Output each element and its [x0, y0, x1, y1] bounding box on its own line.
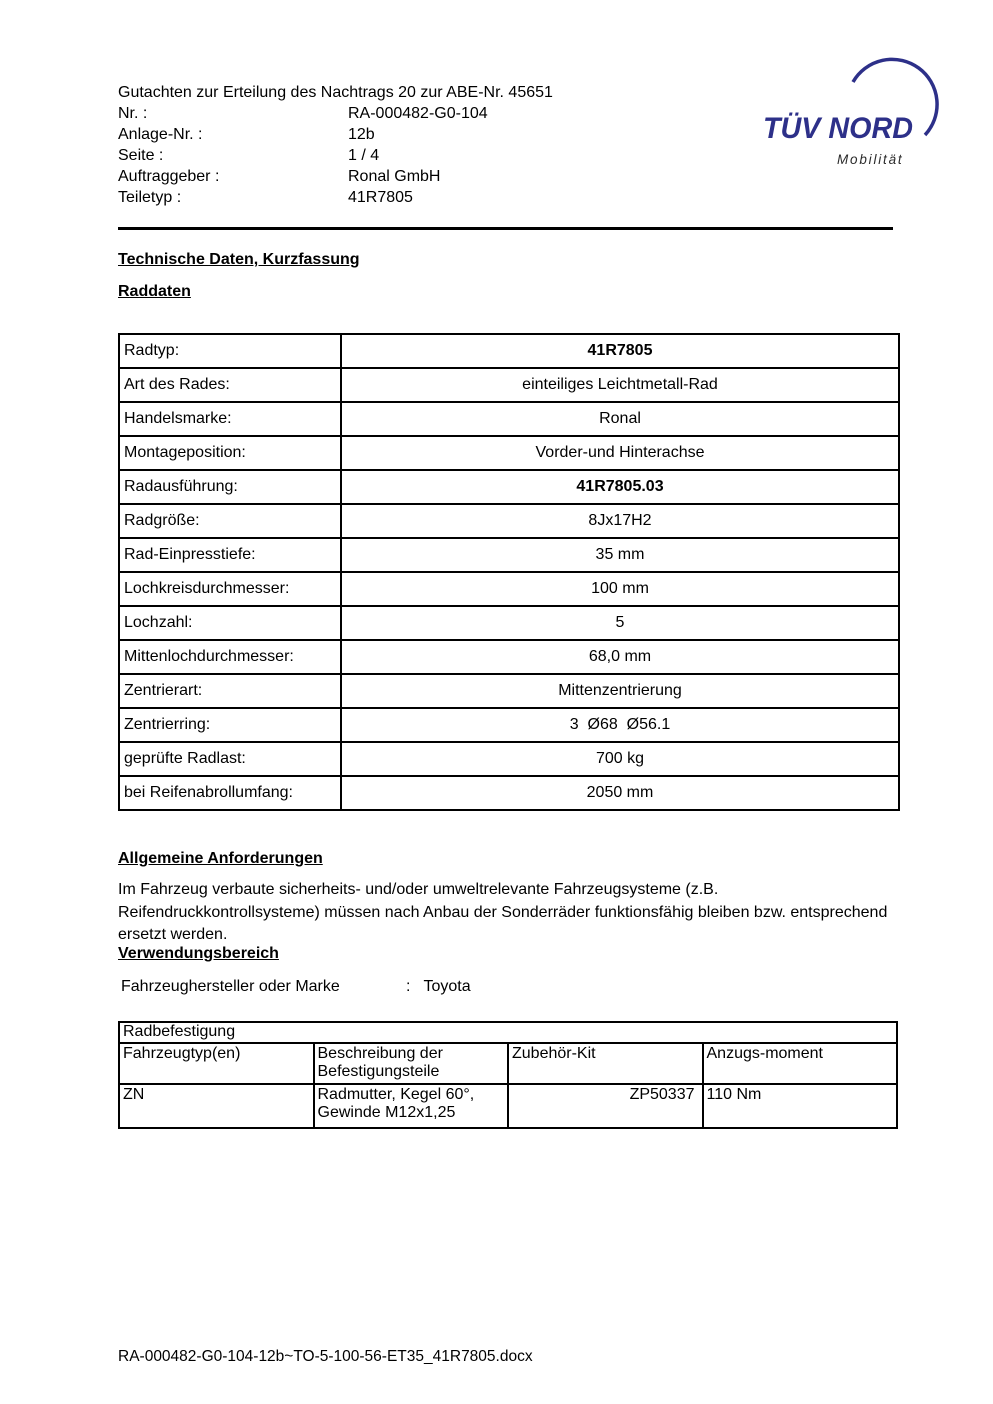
radbefestigung-title: Radbefestigung	[119, 1022, 897, 1043]
field-label-nr: Nr. :	[118, 105, 148, 122]
table-row	[119, 402, 899, 436]
heading-verwendungsbereich: Verwendungsbereich	[118, 945, 279, 962]
tuev-nord-logo	[743, 52, 943, 177]
footer-filename: RA-000482-G0-104-12b~TO-5-100-56-ET35_41R7805.docx	[118, 1348, 533, 1365]
raddaten-label: Handelsmarke:	[119, 402, 341, 436]
raddaten-value: 100 mm	[341, 572, 899, 606]
heading-technische-daten: Technische Daten, Kurzfassung	[118, 251, 360, 268]
header-field-row	[118, 124, 758, 145]
document-title: Gutachten zur Erteilung des Nachtrags 20 zur ABE-Nr. 45651	[118, 84, 553, 101]
table-row	[119, 1084, 897, 1128]
table-row	[119, 504, 899, 538]
raddaten-label: bei Reifenabrollumfang:	[119, 776, 341, 810]
raddaten-value: 3 Ø68 Ø56.1	[341, 708, 899, 742]
field-value-seite: 1 / 4	[348, 147, 380, 164]
raddaten-label: Rad-Einpresstiefe:	[119, 538, 341, 572]
table-row	[119, 1043, 897, 1084]
radbefestigung-table	[118, 1021, 898, 1129]
raddaten-value: einteiliges Leichtmetall-Rad	[341, 368, 899, 402]
field-value-auftraggeber: Ronal GmbH	[348, 168, 441, 185]
raddaten-label: Zentrierring:	[119, 708, 341, 742]
cell-beschreibung: Radmutter, Kegel 60°, Gewinde M12x1,25	[314, 1084, 509, 1128]
header-field-row	[118, 166, 758, 187]
field-value-nr: RA-000482-G0-104	[348, 105, 488, 122]
field-label-anlage: Anlage-Nr. :	[118, 126, 203, 143]
field-value-anlage: 12b	[348, 126, 375, 143]
table-row	[119, 606, 899, 640]
field-value-teiletyp: 41R7805	[348, 189, 413, 206]
raddaten-value: 41R7805.03	[341, 470, 899, 504]
raddaten-label: Lochkreisdurchmesser:	[119, 572, 341, 606]
logo-tagline-text: Mobilität	[837, 152, 904, 167]
fahrzeughersteller-label: Fahrzeughersteller oder Marke	[121, 978, 340, 995]
raddaten-value: 2050 mm	[341, 776, 899, 810]
table-row	[119, 776, 899, 810]
raddaten-value: 5	[341, 606, 899, 640]
table-row	[119, 742, 899, 776]
table-row	[119, 1022, 897, 1043]
allgemeine-anforderungen-text: Im Fahrzeug verbaute sicherheits- und/oder umweltrelevante Fahrzeugsysteme (z.B. Reifendruckkontrollsysteme) müssen nach Anbau der Sonderräder funktionsfähig bleiben bzw. entsprechend ersetzt werden.	[118, 881, 888, 943]
header-field-row	[118, 145, 758, 166]
column-header-fahrzeugtyp: Fahrzeugtyp(en)	[119, 1043, 314, 1084]
column-header-beschreibung: Beschreibung der Befestigungsteile	[314, 1043, 509, 1084]
table-row	[119, 470, 899, 504]
table-row	[119, 708, 899, 742]
field-label-auftraggeber: Auftraggeber :	[118, 168, 220, 185]
column-header-anzugsmoment: Anzugs-moment	[703, 1043, 898, 1084]
raddaten-value: 41R7805	[341, 334, 899, 368]
logo-brand-text: TÜV NORD	[763, 112, 913, 145]
raddaten-label: Art des Rades:	[119, 368, 341, 402]
raddaten-value: 35 mm	[341, 538, 899, 572]
cell-fahrzeugtyp: ZN	[119, 1084, 314, 1128]
raddaten-value: 8Jx17H2	[341, 504, 899, 538]
fahrzeughersteller-colon: :	[406, 978, 411, 995]
table-row	[119, 538, 899, 572]
raddaten-value: Vorder-und Hinterachse	[341, 436, 899, 470]
table-row	[119, 436, 899, 470]
header-field-row	[118, 103, 758, 124]
cell-zubehoer-kit: ZP50337	[508, 1084, 703, 1128]
raddaten-label: Lochzahl:	[119, 606, 341, 640]
raddaten-value: 68,0 mm	[341, 640, 899, 674]
cell-anzugsmoment: 110 Nm	[703, 1084, 898, 1128]
raddaten-value: 700 kg	[341, 742, 899, 776]
raddaten-label: Radtyp:	[119, 334, 341, 368]
table-row	[119, 334, 899, 368]
raddaten-label: Montageposition:	[119, 436, 341, 470]
heading-raddaten: Raddaten	[118, 283, 191, 300]
fahrzeughersteller-value: Toyota	[423, 978, 471, 995]
table-row	[119, 640, 899, 674]
header-divider	[118, 227, 893, 230]
document-header	[118, 82, 758, 208]
table-row	[119, 368, 899, 402]
field-label-teiletyp: Teiletyp :	[118, 189, 182, 206]
raddaten-label: Radgröße:	[119, 504, 341, 538]
table-row	[119, 674, 899, 708]
table-row	[119, 572, 899, 606]
raddaten-table	[118, 333, 900, 811]
fahrzeughersteller-line	[121, 978, 471, 996]
raddaten-label: Radausführung:	[119, 470, 341, 504]
raddaten-value: Mittenzentrierung	[341, 674, 899, 708]
raddaten-label: geprüfte Radlast:	[119, 742, 341, 776]
raddaten-value: Ronal	[341, 402, 899, 436]
column-header-zubehoer-kit: Zubehör-Kit	[508, 1043, 703, 1084]
raddaten-label: Mittenlochdurchmesser:	[119, 640, 341, 674]
raddaten-label: Zentrierart:	[119, 674, 341, 708]
field-label-seite: Seite :	[118, 147, 164, 164]
tuev-nord-logo-graphic	[743, 52, 943, 177]
heading-allgemeine-anforderungen: Allgemeine Anforderungen	[118, 850, 323, 867]
header-field-row	[118, 187, 758, 208]
